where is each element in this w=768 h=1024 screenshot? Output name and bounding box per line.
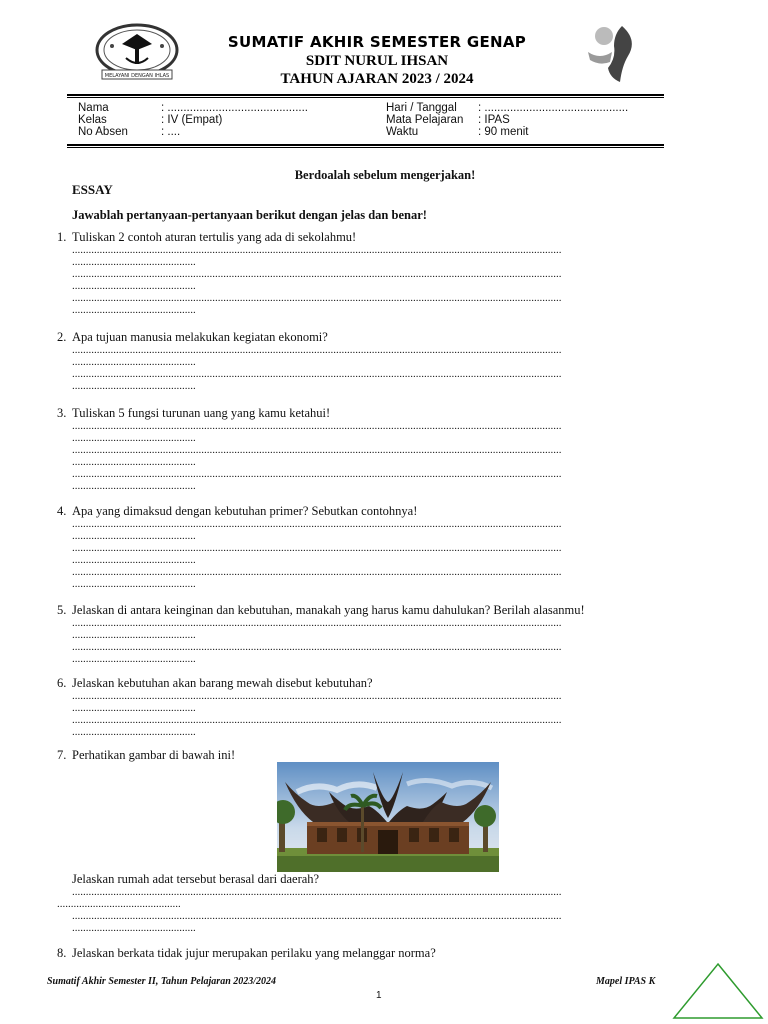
academic-year: TAHUN AJARAN 2023 / 2024 xyxy=(280,71,474,87)
answer-line[interactable]: .................................................................................................................................................................................. xyxy=(72,444,562,456)
question-number: 7. xyxy=(57,748,67,762)
answer-line[interactable]: .................................................................................................................................................................................. xyxy=(72,244,562,256)
question-text: Tuliskan 2 contoh aturan tertulis yang ada di sekolahmu! xyxy=(72,230,357,244)
school-name: SDIT NURUL IHSAN xyxy=(305,53,449,69)
header-rule-bottom-thin xyxy=(67,147,664,148)
answer-line[interactable]: .................................................................................................................................................................................. xyxy=(72,910,562,922)
answer-line[interactable]: ............................................. xyxy=(72,653,196,665)
absen-field[interactable]: : .... xyxy=(161,126,181,138)
question-number: 4. xyxy=(57,504,67,518)
footer-subject: Mapel IPAS K xyxy=(596,976,656,987)
mapel-label: Mata Pelajaran xyxy=(386,114,464,126)
exam-title: SUMATIF AKHIR SEMESTER GENAP xyxy=(227,33,527,51)
header-rule-top-thin xyxy=(67,97,664,98)
absen-label: No Absen xyxy=(78,126,128,138)
question-number: 8. xyxy=(57,946,67,960)
answer-line[interactable]: ............................................. xyxy=(72,432,196,444)
answer-line[interactable]: ............................................. xyxy=(72,629,196,641)
question-text: Apa yang dimaksud dengan kebutuhan primer? Sebutkan contohnya! xyxy=(72,504,418,518)
answer-line[interactable]: .................................................................................................................................................................................. xyxy=(72,268,562,280)
question-number: 3. xyxy=(57,406,67,420)
nama-field[interactable]: : ............................................ xyxy=(161,102,308,114)
hari-field[interactable]: : ............................................. xyxy=(478,102,629,114)
mapel-value: : IPAS xyxy=(478,114,510,126)
question-text: Perhatikan gambar di bawah ini! xyxy=(72,748,236,762)
answer-line[interactable]: ............................................. xyxy=(72,726,196,738)
question-text: Apa tujuan manusia melakukan kegiatan ekonomi? xyxy=(72,330,328,344)
answer-line[interactable]: .................................................................................................................................................................................. xyxy=(72,641,562,653)
kelas-label: Kelas xyxy=(78,114,107,126)
question-text: Jelaskan kebutuhan akan barang mewah disebut kebutuhan? xyxy=(72,676,373,690)
answer-line[interactable]: .................................................................................................................................................................................. xyxy=(72,542,562,554)
answer-line[interactable]: ............................................. xyxy=(72,356,196,368)
answer-line[interactable]: .................................................................................................................................................................................. xyxy=(72,690,562,702)
answer-line[interactable]: .................................................................................................................................................................................. xyxy=(72,420,562,432)
triangle-shape-icon xyxy=(672,962,764,1020)
pray-instruction: Berdoalah sebelum mengerjakan! xyxy=(294,168,476,182)
question-followup: Jelaskan rumah adat tersebut berasal dari daerah? xyxy=(72,872,320,886)
answer-instruction: Jawablah pertanyaan-pertanyaan berikut dengan jelas dan benar! xyxy=(72,208,427,222)
answer-line[interactable]: .................................................................................................................................................................................. xyxy=(72,617,562,629)
answer-line[interactable]: ............................................. xyxy=(72,456,196,468)
answer-line[interactable]: ............................................. xyxy=(72,304,196,316)
page-number: 1 xyxy=(376,990,382,1001)
answer-line[interactable]: .................................................................................................................................................................................. xyxy=(72,566,562,578)
question-text: Tuliskan 5 fungsi turunan uang yang kamu ketahui! xyxy=(72,406,331,420)
question-number: 5. xyxy=(57,603,67,617)
answer-line[interactable]: ............................................. xyxy=(72,530,196,542)
header-rule-bottom xyxy=(67,144,664,146)
question-number: 2. xyxy=(57,330,67,344)
answer-line[interactable]: ............................................. xyxy=(72,578,196,590)
header-rule-top xyxy=(67,94,664,96)
answer-line[interactable]: ............................................. xyxy=(72,480,196,492)
logo-caption: MELAYANI DENGAN IHLAS xyxy=(104,73,170,79)
question-text: Jelaskan di antara keinginan dan kebutuhan, manakah yang harus kamu dahulukan? Berilah alasanmu! xyxy=(72,603,585,617)
answer-line[interactable]: ............................................. xyxy=(72,280,196,292)
answer-line[interactable]: ............................................. xyxy=(72,554,196,566)
kelas-value: : IV (Empat) xyxy=(161,114,223,126)
nama-label: Nama xyxy=(78,102,109,114)
answer-line[interactable]: ............................................. xyxy=(72,256,196,268)
question-text: Jelaskan berkata tidak jujur merupakan perilaku yang melanggar norma? xyxy=(72,946,436,960)
question-number: 1. xyxy=(57,230,67,244)
question-number: 6. xyxy=(57,676,67,690)
section-title: ESSAY xyxy=(72,182,113,197)
waktu-label: Waktu xyxy=(386,126,419,138)
answer-line[interactable]: .................................................................................................................................................................................. xyxy=(72,518,562,530)
answer-line[interactable]: .................................................................................................................................................................................. xyxy=(72,886,562,898)
footer-exam-info: Sumatif Akhir Semester II, Tahun Pelajaran 2023/2024 xyxy=(47,976,277,987)
answer-line[interactable]: ............................................. xyxy=(72,922,196,934)
answer-line[interactable]: .................................................................................................................................................................................. xyxy=(72,714,562,726)
answer-line[interactable]: ............................................. xyxy=(72,380,196,392)
answer-line[interactable]: ............................................. xyxy=(57,898,181,910)
waktu-value: : 90 menit xyxy=(478,126,529,138)
answer-line[interactable]: .................................................................................................................................................................................. xyxy=(72,292,562,304)
answer-line[interactable]: ............................................. xyxy=(72,702,196,714)
answer-line[interactable]: .................................................................................................................................................................................. xyxy=(72,344,562,356)
rumah-gadang-image xyxy=(277,762,499,872)
answer-line[interactable]: .................................................................................................................................................................................. xyxy=(72,368,562,380)
hari-label: Hari / Tanggal xyxy=(386,102,457,114)
answer-line[interactable]: .................................................................................................................................................................................. xyxy=(72,468,562,480)
